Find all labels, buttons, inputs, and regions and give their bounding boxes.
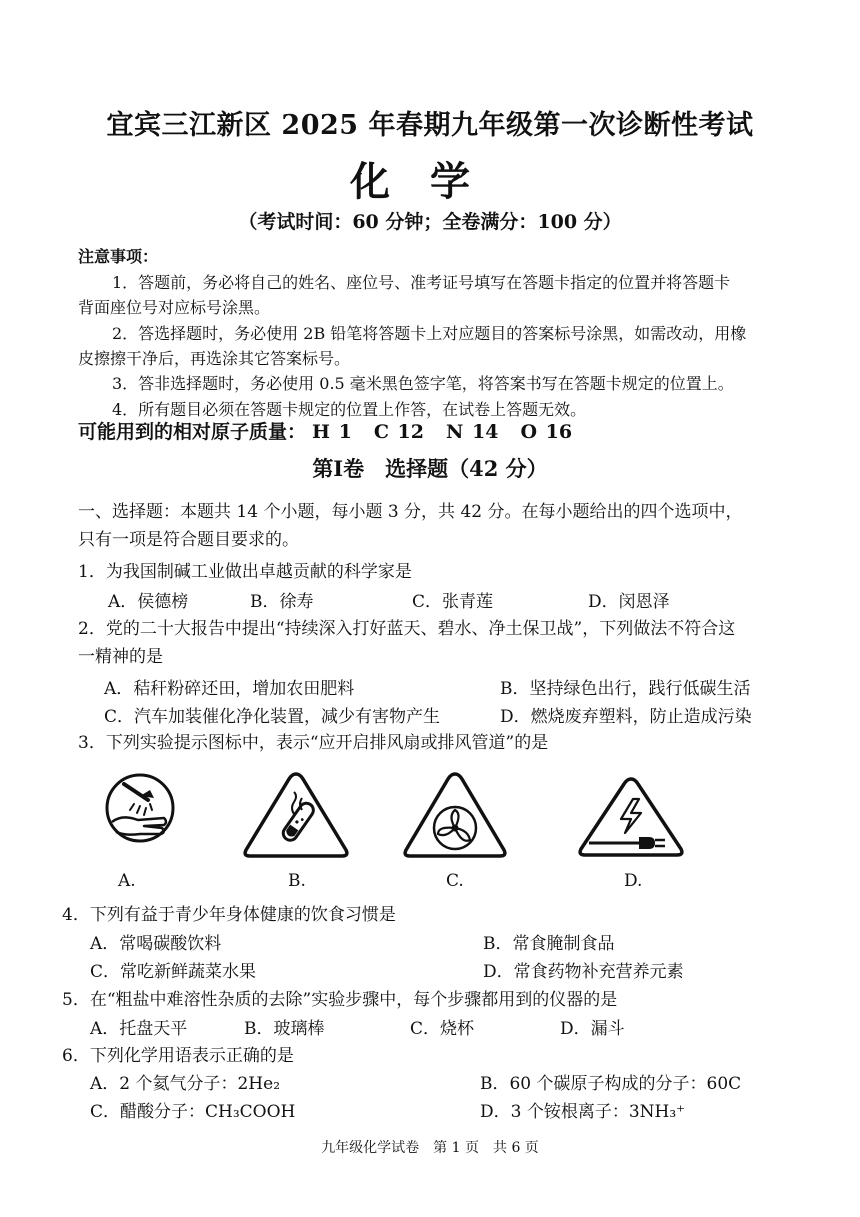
question-2-stem: 2．党的二十大报告中提出“持续深入打好蓝天、碧水、净土保卫战”，下列做法不符合这 (78, 619, 736, 639)
q1-option-a: A．侯德榜 (108, 592, 189, 612)
question-6-stem: 6．下列化学用语表示正确的是 (62, 1046, 294, 1066)
q1-option-d: D．闵恩泽 (588, 592, 670, 612)
q2-option-b: B．坚持绿色出行，践行低碳生活 (500, 679, 751, 699)
page-footer: 九年级化学试卷 第 1 页 共 6 页 (321, 1140, 539, 1156)
atomic-mass-value: N 14 (446, 421, 499, 443)
question-3-stem: 3．下列实验提示图标中，表示“应开启排风扇或排风管道”的是 (78, 733, 549, 753)
notes-heading: 注意事项： (78, 247, 159, 266)
note-line: 皮擦擦干净后，再选涂其它答案标号。 (78, 349, 351, 368)
q1-option-c: C．张青莲 (412, 592, 494, 612)
q4-option-d: D．常食药物补充营养元素 (483, 962, 684, 982)
electrical-hazard-icon (575, 775, 687, 857)
subject-title: 化学 (350, 158, 510, 205)
q5-option-b: B．玻璃棒 (244, 1019, 325, 1039)
q6-option-b: B．60 个碳原子构成的分子：60C (480, 1074, 742, 1094)
question-2-stem-cont: 一精神的是 (78, 647, 163, 667)
atomic-mass-value: C 12 (373, 421, 424, 443)
q3-option-c: C. (446, 871, 464, 891)
atomic-masses-label: 可能用到的相对原子质量： (78, 421, 307, 443)
note-line: 背面座位号对应标号涂黑。 (78, 298, 271, 317)
exam-title: 宜宾三江新区 2025 年春期九年级第一次诊断性考试 (106, 110, 754, 141)
instruction-line: 一、选择题：本题共 14 个小题，每小题 3 分，共 42 分。在每小题给出的四个选项中， (78, 502, 743, 522)
q5-option-a: A．托盘天平 (90, 1019, 188, 1039)
q4-option-b: B．常食腌制食品 (483, 934, 615, 954)
q6-option-a: A．2 个氦气分子：2He₂ (90, 1074, 281, 1094)
q6-option-c: C．醋酸分子：CH₃COOH (90, 1102, 296, 1122)
q4-option-a: A．常喝碳酸饮料 (90, 934, 222, 954)
q2-option-d: D．燃烧废弃塑料，防止造成污染 (500, 707, 752, 727)
note-line: 2．答选择题时，务必使用 2B 铅笔将答题卡上对应题目的答案标号涂黑，如需改动，用橡 (112, 324, 747, 343)
question-4-stem: 4．下列有益于青少年身体健康的饮食习惯是 (62, 905, 396, 925)
atomic-masses (78, 417, 594, 444)
hand-wash-icon (104, 770, 176, 850)
atomic-mass-value: H 1 (312, 421, 352, 443)
instruction-line: 只有一项是符合题目要求的。 (78, 530, 299, 550)
q5-option-d: D．漏斗 (560, 1019, 625, 1039)
q1-option-b: B．徐寿 (250, 592, 314, 612)
exhaust-fan-icon (400, 770, 510, 860)
q3-option-b: B. (288, 871, 306, 891)
question-5-stem: 5．在“粗盐中难溶性杂质的去除”实验步骤中，每个步骤都用到的仪器的是 (62, 990, 618, 1010)
question-1-stem: 1．为我国制碱工业做出卓越贡献的科学家是 (78, 562, 412, 582)
q2-option-c: C．汽车加装催化净化装置，减少有害物产生 (104, 707, 441, 727)
atomic-mass-value: O 16 (520, 421, 573, 443)
hot-test-tube-icon (240, 770, 352, 860)
note-line: 3．答非选择题时，务必使用 0.5 毫米黑色签字笔，将答案书写在答题卡规定的位置上。 (112, 374, 734, 393)
note-line: 4．所有题目必须在答题卡规定的位置上作答，在试卷上答题无效。 (112, 400, 587, 419)
note-line: 1．答题前，务必将自己的姓名、座位号、准考证号填写在答题卡指定的位置并将答题卡 (112, 273, 731, 292)
q3-option-d: D. (624, 871, 643, 891)
q2-option-a: A．秸秆粉碎还田，增加农田肥料 (104, 679, 355, 699)
q3-option-a: A. (118, 871, 136, 891)
section-title: 第Ⅰ卷 选择题（42 分） (312, 456, 548, 481)
q5-option-c: C．烧杯 (410, 1019, 475, 1039)
q4-option-c: C．常吃新鲜蔬菜水果 (90, 962, 257, 982)
exam-time-info: （考试时间：60 分钟；全卷满分：100 分） (238, 211, 622, 233)
q6-option-d: D．3 个铵根离子：3NH₃⁺ (480, 1102, 686, 1122)
